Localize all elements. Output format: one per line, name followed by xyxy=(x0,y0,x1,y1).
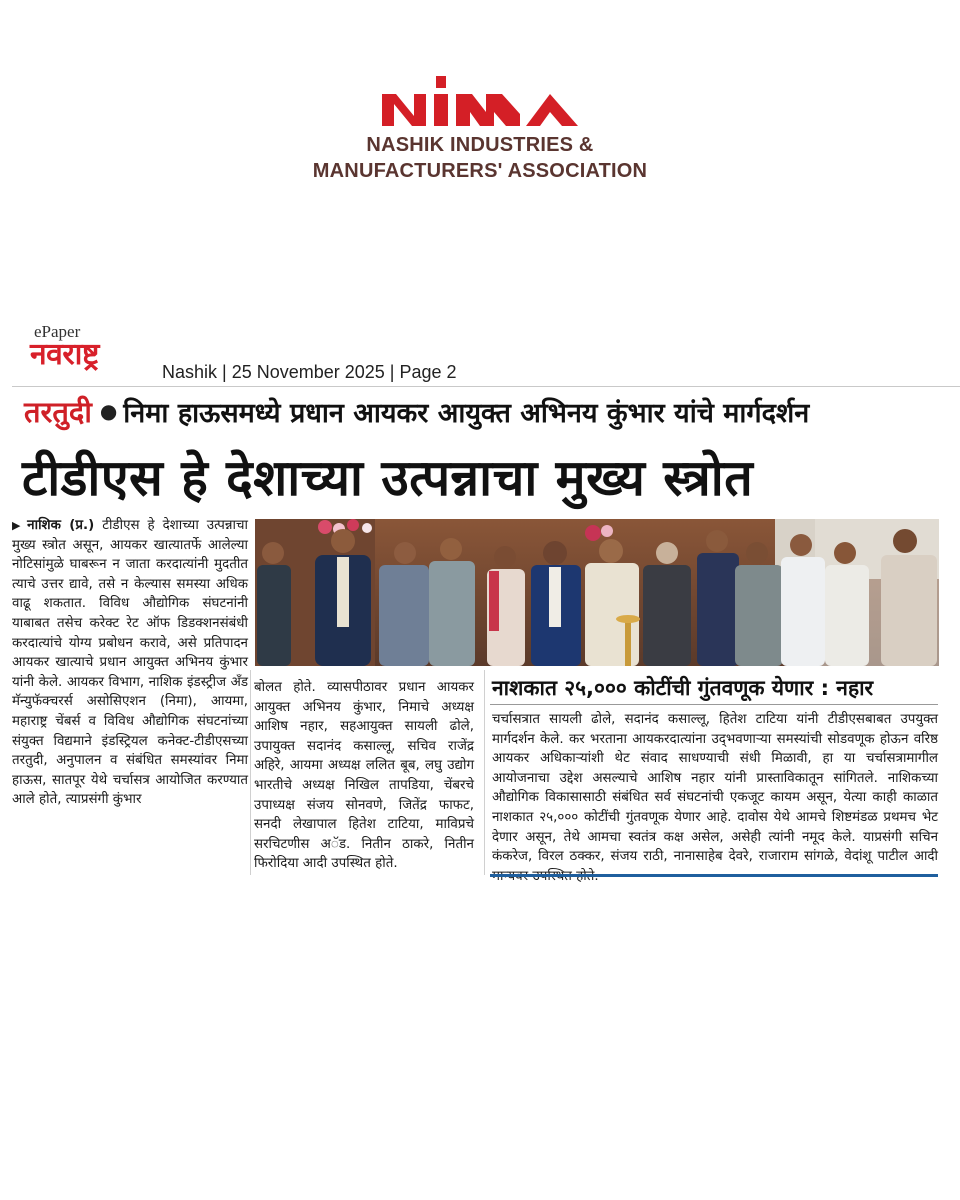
dateline-arrow-icon: ▶ xyxy=(12,519,25,532)
association-name-line2: MANUFACTURERS' ASSOCIATION xyxy=(312,160,648,182)
kicker-tag: तरतुदी xyxy=(24,395,92,429)
kicker-line xyxy=(24,392,944,436)
edition-info: Nashik | 25 November 2025 | Page 2 xyxy=(162,362,457,382)
association-name-line1: NASHIK INDUSTRIES & xyxy=(366,134,594,156)
article-column-3: चर्चासत्रात सायली ढोले, सदानंद कसाल्लू, हितेश टाटिया यांनी टीडीएसबाबत उपयुक्त मार्गदर्शन केले. कर भरताना आयकरदात्यांना उद्‌भवणाऱ्या समस्यांची सोडवणूक होऊन वरिष्ठ आयकर अधिकाऱ्यांशी थेट संवाद साधण्याची संधी मिळावी, हा या चर्चासत्रामागील आयोजनाचा उद्देश असल्याचे आशिष नहार यांनी प्रास्ताविकातून सांगितले. नाशिकच्या औद्योगिक विकासासाठी संबंधित सर्व संघटनांची एकजूट कायम असून, येत्या काही काळात नाशकात २५,००० कोटींची गुंतवणूक येणार आहे. दावोस येथे आमचे शिष्टमंडळ प्रथमच भेट देणार असून, तेथे आमचा स्वतंत्र कक्ष असेल, असेही त्यांनी नमूद केले. याप्रसंगी सचिन कंकरेज, विरल ठक्कर, संजय राठी, नानासाहेब देवरे, राजाराम सांगळे, वेदांशू पाटील आदी xyxy=(492,712,938,865)
article-headline: टीडीएस हे देशाच्या उत्पन्नाचा मुख्य स्त्रोत xyxy=(22,449,754,507)
column-1-text: टीडीएस हे देशाच्या उत्पन्नाचा मुख्य स्त्रोत असून, आयकर खात्यातर्फे आलेल्या नोटिसांमुळे घाबरून न जाता करदात्यांनी मुदतीत त्याचे उत्तर द्यावे, तसे न केल्यास समस्या अधिक वाढू शकतात. विविध औद्योगिक संघटनांनी याबाबत तसेच करेक्ट रेट ऑफ डिडक्शनसंबंधी करदात्यांचे योग्य प्रबोधन करावे, असे प्रतिपादन आयकर खात्याचे प्रधान आयुक्त अभिनय कुंभार यांनी केले. आयकर विभाग, नाशिक इंडस्ट्रीज अँड मॅन्युफॅक्चरर्स असोसिएशन (निमा), आयमा, महाराष्ट्र चेंबर्स व विविध औद्योगिक संघटनांच्या संयुक्त विद्यमाने इंडस्ट्रियल कनेक्ट-टीडीएसच्या तरतुदी, अनुपालन व संबंधित समस्यांवर निमा हाऊस, सातपूर येथे चर्चासत्र आयोजित करण्यात आले होते, त्याप्रसंगी कुंभार xyxy=(12,518,248,808)
group-photo xyxy=(255,519,939,666)
subheadline-divider xyxy=(490,704,938,705)
article-column-2: बोलत होते. व्यासपीठावर प्रधान आयकर आयुक्त अभिनय कुंभार, निमाचे अध्यक्ष आशिष नहार, सहआयुक्त सायली ढोले, उपायुक्त सदानंद कसाल्लू, सचिव राजेंद्र अहिरे, आयमा अध्यक्ष ललित बूब, लघु उद्योग भारतीचे अध्यक्ष निखिल तापडिया, चेंबरचे उपाध्यक्ष संजय सोनवणे, जितेंद्र फाफट, सनदी लेखापाल हितेश टाटिया, माविप्रचे सरचिटणीस अॅड. नितीन ठाकरे, नितीन फिरोदिया आदी उपस्थित होते. xyxy=(254,680,474,872)
header-divider xyxy=(12,386,960,387)
newspaper-masthead: नवराष्ट्र xyxy=(30,337,99,372)
article-subheadline: नाशकात २५,००० कोटींची गुंतवणूक येणार : नहार xyxy=(492,676,874,700)
kicker-text: निमा हाऊसमध्ये प्रधान आयकर आयुक्त अभिनय कुंभार यांचे मार्गदर्शन xyxy=(123,398,810,429)
nima-logo-mark-icon xyxy=(380,72,580,128)
column-divider xyxy=(250,670,251,875)
nima-logo-block xyxy=(0,72,960,184)
epaper-label: ePaper xyxy=(34,322,81,341)
column-divider xyxy=(484,670,485,875)
article-end-rule xyxy=(490,874,938,877)
group-photo-image xyxy=(255,519,939,666)
article-column-1 xyxy=(12,516,248,810)
bullet-icon: ● xyxy=(99,399,118,423)
dateline: नाशिक (प्र.) xyxy=(27,518,95,533)
